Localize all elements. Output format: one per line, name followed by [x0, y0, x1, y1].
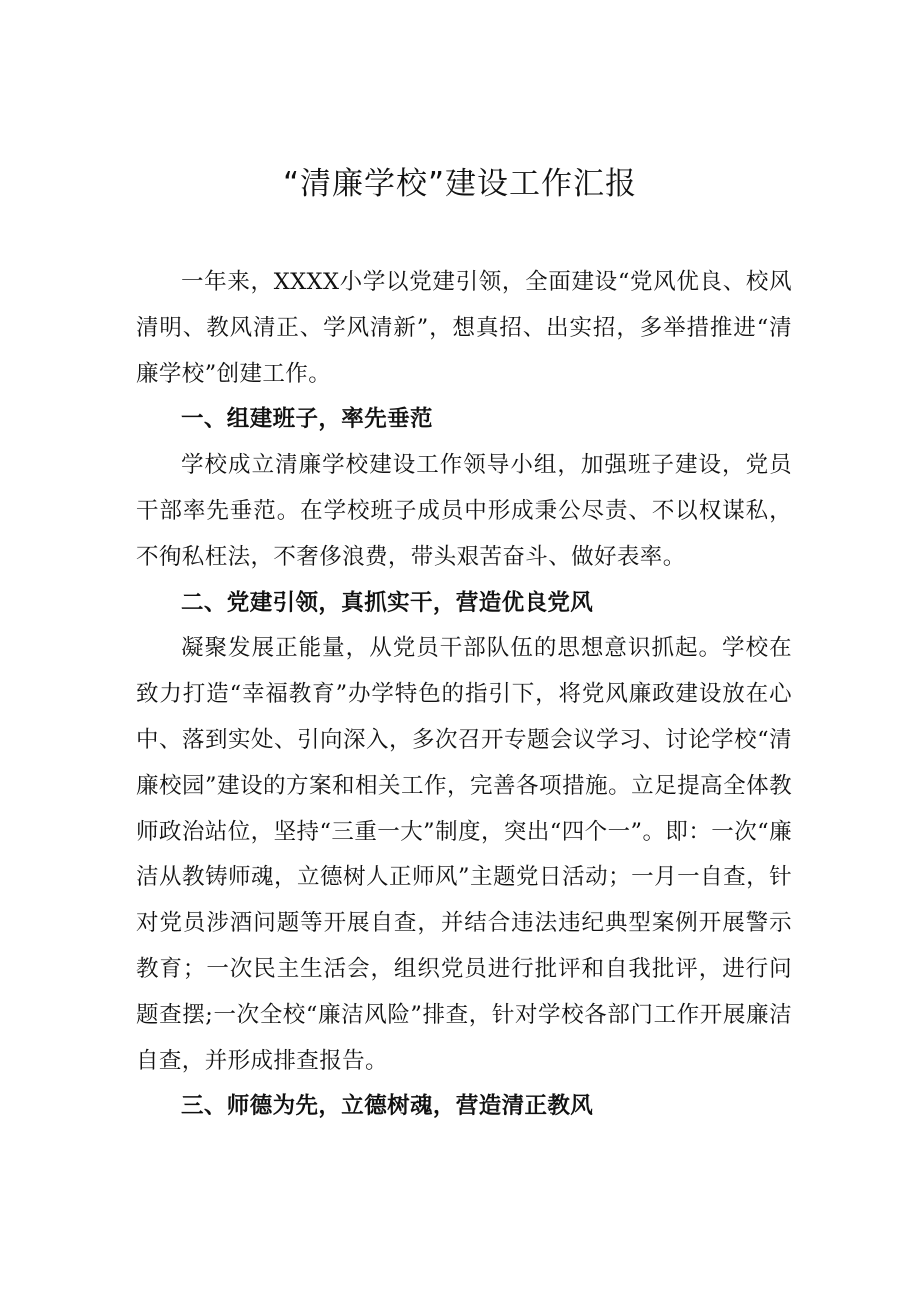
- section-2-body: 凝聚发展正能量，从党员干部队伍的思想意识抓起。学校在致力打造“幸福教育”办学特色的指引下，将党风廉政建设放在心中、落到实处、引向深入，多次召开专题会议学习、讨论学校“清廉校园”建设的方案和相关工作，完善各项措施。立足提高全体教师政治站位，坚持“三重一大”制度，突出“四个一”。即：一次“廉洁从教铸师魂，立德树人正师风”主题党日活动；一月一自查，针对党员涉酒问题等开展自查，并结合违法违纪典型案例开展警示教育；一次民主生活会，组织党员进行批评和自我批评，进行问题查摆;一次全校“廉洁风险”排查，针对学校各部门工作开展廉洁自查，并形成排查报告。: [136, 635, 792, 1074]
- document-title: “清廉学校”建设工作汇报: [282, 166, 638, 202]
- section-1-body: 学校成立清廉学校建设工作领导小组，加强班子建设，党员干部率先垂范。在学校班子成员中形成秉公尽责、不以权谋私，不徇私枉法，不奢侈浪费，带头艰苦奋斗、做好表率。: [136, 452, 792, 570]
- section-1-heading: 一、组建班子，率先垂范: [181, 406, 433, 433]
- section-2-heading: 二、党建引领，真抓实干，营造优良党风: [181, 589, 594, 616]
- intro-paragraph: 一年来，XXXX小学以党建引领，全面建设“党风优良、校风清明、教风清正、学风清新”，想真招、出实招，多举措推进“清廉学校”创建工作。: [136, 269, 792, 387]
- section-3-heading: 三、师德为先，立德树魂，营造清正教风: [181, 1093, 594, 1120]
- document-body: [136, 260, 792, 1130]
